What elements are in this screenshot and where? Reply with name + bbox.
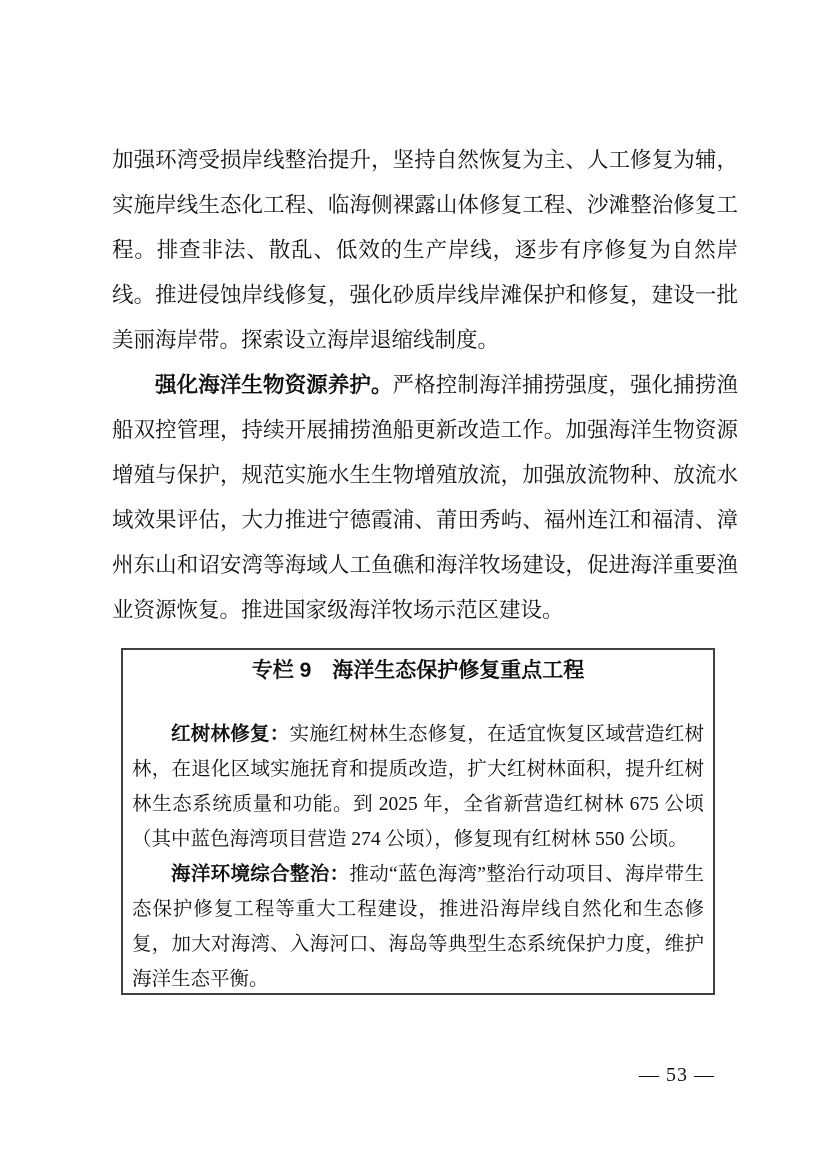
feature-column-box	[121, 648, 715, 995]
paragraph-text: 严格控制海洋捕捞强度，强化捕捞渔船双控管理，持续开展捕捞渔船更新改造工作。加强海洋生物资源增殖与保护，规范实施水生生物增殖放流，加强放流物种、放流水域效果评估，大力推进宁德霞浦、莆田秀屿、福州连江和福清、漳州东山和诏安湾等海域人工鱼礁和海洋牧场建设，促进海洋重要渔业资源恢复。推进国家级海洋牧场示范区建设。	[112, 373, 738, 622]
paragraph-bold-lead: 强化海洋生物资源养护。	[155, 373, 393, 397]
paragraph-continuation	[112, 138, 738, 363]
panel-paragraph-bold-lead: 海洋环境综合整治：	[171, 864, 350, 885]
panel-paragraph-environment	[132, 857, 704, 995]
page-number: — 53 —	[639, 1064, 715, 1086]
column-box-title: 专栏 9 海洋生态保护修复重点工程	[251, 659, 585, 682]
body-text-block	[112, 138, 738, 633]
panel-paragraph-text: 推动“蓝色海湾”整治行动项目、海岸带生态保护修复工程等重大工程建设，推进沿海岸线自然化和生态修复，加大对海湾、入海河口、海岛等典型生态系统保护力度，维护海洋生态平衡。	[132, 864, 704, 990]
panel-paragraph-bold-lead: 红树林修复：	[171, 724, 290, 745]
panel-paragraph-text: 实施红树林生态修复，在适宜恢复区域营造红树林，在退化区域实施抚育和提质改造，扩大红树林面积，提升红树林生态系统质量和功能。到 2025 年，全省新营造红树林 675 公顷（其中蓝色海湾项目营造 274 公顷），修复现有红树林 550 公顷。	[132, 724, 704, 850]
paragraph-text: 加强环湾受损岸线整治提升，坚持自然恢复为主、人工修复为辅，实施岸线生态化工程、临海侧裸露山体修复工程、沙滩整治修复工程。排查非法、散乱、低效的生产岸线，逐步有序修复为自然岸线。推进侵蚀岸线修复，强化砂质岸线岸滩保护和修复，建设一批美丽海岸带。探索设立海岸退缩线制度。	[112, 148, 738, 352]
paragraph-marine-resources	[112, 363, 738, 633]
panel-paragraph-mangrove	[132, 717, 704, 857]
